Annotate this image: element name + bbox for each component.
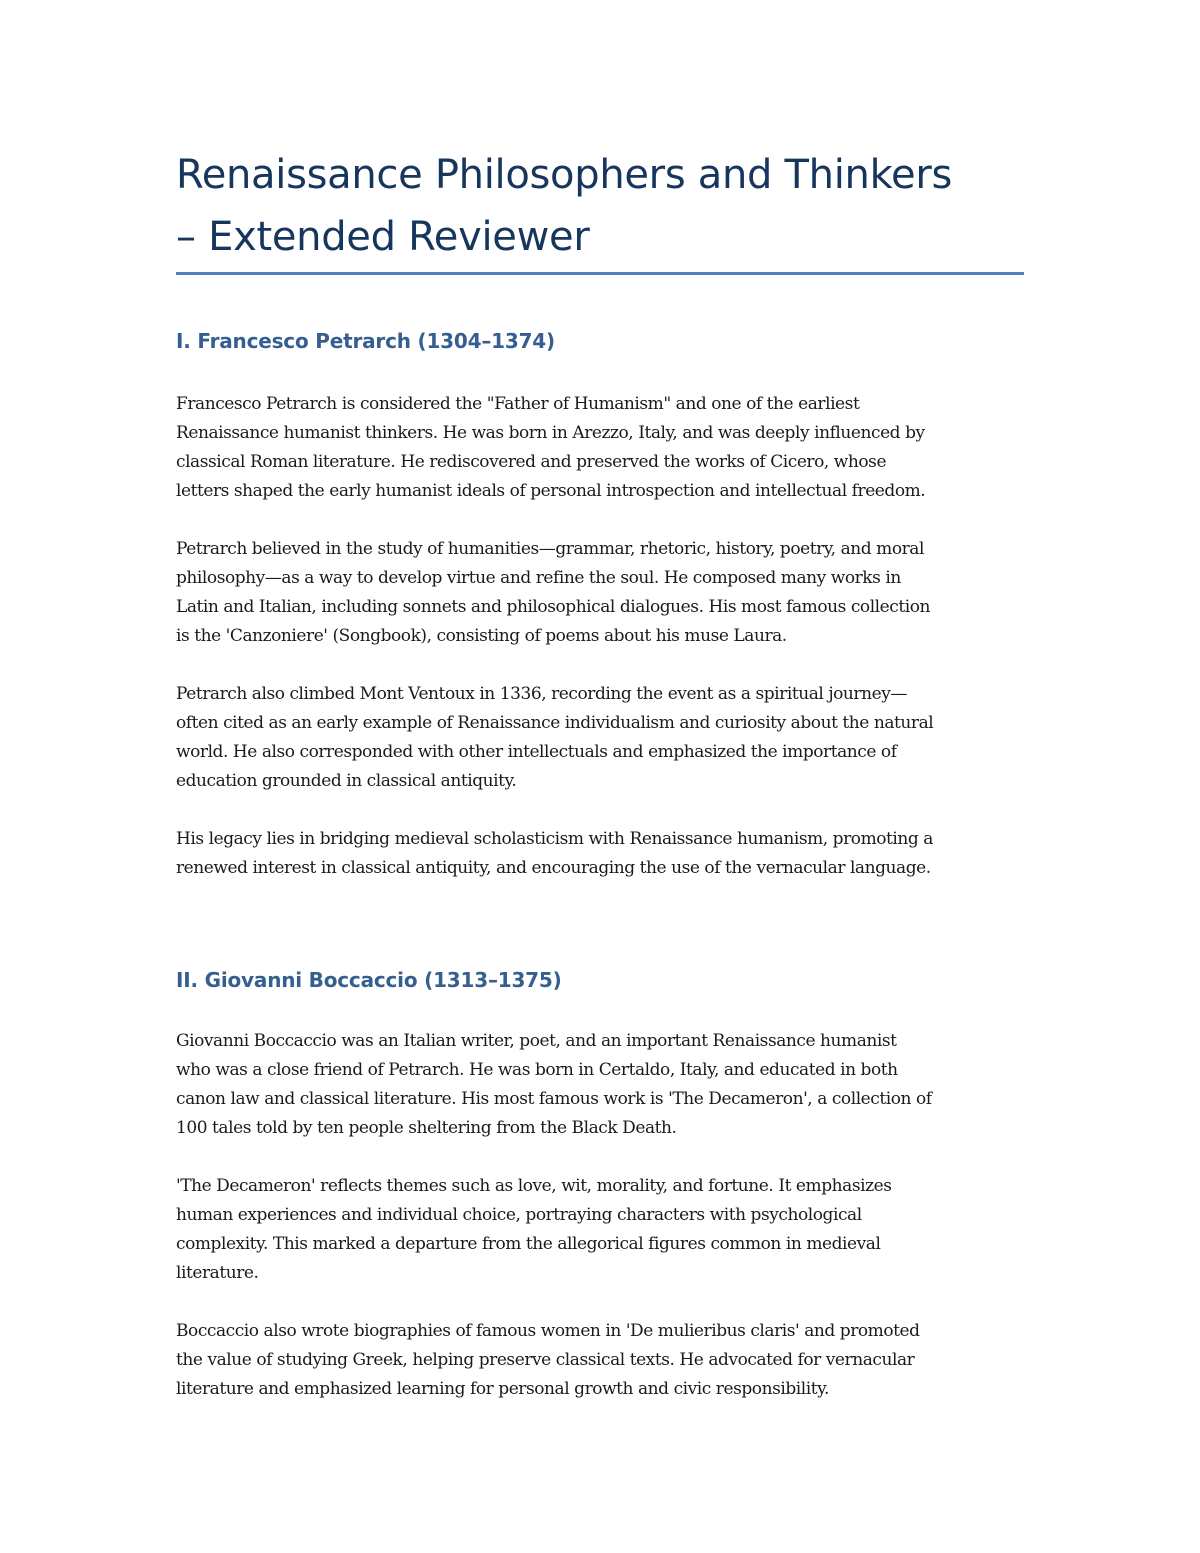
text-line: who was a close friend of Petrarch. He was born in Certaldo, Italy, and educated in both — [176, 1060, 898, 1080]
document-title — [176, 144, 1036, 268]
paragraph-boccaccio-2 — [176, 1172, 1026, 1288]
text-line: letters shaped the early humanist ideals of personal introspection and intellectual freedom. — [176, 481, 926, 501]
paragraph-boccaccio-1 — [176, 1027, 1026, 1143]
text-line: classical Roman literature. He rediscovered and preserved the works of Cicero, whose — [176, 452, 887, 472]
text-line: world. He also corresponded with other intellectuals and emphasized the importance of — [176, 742, 897, 762]
text-line: human experiences and individual choice, portraying characters with psychological — [176, 1205, 862, 1225]
text-line: education grounded in classical antiquity. — [176, 771, 517, 791]
text-line: Petrarch also climbed Mont Ventoux in 1336, recording the event as a spiritual journey— — [176, 684, 907, 704]
text-line: Boccaccio also wrote biographies of famous women in 'De mulieribus claris' and promoted — [176, 1321, 920, 1341]
text-line: Latin and Italian, including sonnets and philosophical dialogues. His most famous collection — [176, 597, 930, 617]
text-line: Renaissance humanist thinkers. He was born in Arezzo, Italy, and was deeply influenced by — [176, 423, 925, 443]
paragraph-petrarch-1 — [176, 390, 1026, 506]
text-line: Petrarch believed in the study of humanities—grammar, rhetoric, history, poetry, and moral — [176, 539, 924, 559]
text-line: canon law and classical literature. His most famous work is 'The Decameron', a collection of — [176, 1089, 932, 1109]
text-line: often cited as an early example of Renaissance individualism and curiosity about the natural — [176, 713, 934, 733]
text-line: renewed interest in classical antiquity, and encouraging the use of the vernacular language. — [176, 858, 931, 878]
paragraph-boccaccio-3 — [176, 1317, 1026, 1404]
paragraph-petrarch-3 — [176, 680, 1026, 796]
text-line: 100 tales told by ten people sheltering from the Black Death. — [176, 1118, 677, 1138]
document-title-line-1: Renaissance Philosophers and Thinkers — [176, 152, 953, 198]
text-line: complexity. This marked a departure from the allegorical figures common in medieval — [176, 1234, 881, 1254]
paragraph-petrarch-2 — [176, 535, 1026, 651]
section-heading-petrarch: I. Francesco Petrarch (1304–1374) — [176, 329, 555, 353]
title-underline-rule — [176, 272, 1024, 275]
text-line: philosophy—as a way to develop virtue and refine the soul. He composed many works in — [176, 568, 901, 588]
paragraph-petrarch-4 — [176, 825, 1026, 883]
text-line: the value of studying Greek, helping preserve classical texts. He advocated for vernacular — [176, 1350, 915, 1370]
text-line: Francesco Petrarch is considered the "Father of Humanism" and one of the earliest — [176, 394, 860, 414]
text-line: literature and emphasized learning for personal growth and civic responsibility. — [176, 1379, 829, 1399]
text-line: Giovanni Boccaccio was an Italian writer, poet, and an important Renaissance humanist — [176, 1031, 897, 1051]
text-line: His legacy lies in bridging medieval scholasticism with Renaissance humanism, promoting a — [176, 829, 933, 849]
section-heading-boccaccio: II. Giovanni Boccaccio (1313–1375) — [176, 968, 562, 992]
text-line: literature. — [176, 1263, 259, 1283]
text-line: 'The Decameron' reflects themes such as love, wit, morality, and fortune. It emphasizes — [176, 1176, 892, 1196]
document-title-line-2: – Extended Reviewer — [176, 214, 590, 260]
text-line: is the 'Canzoniere' (Songbook), consisting of poems about his muse Laura. — [176, 626, 787, 646]
